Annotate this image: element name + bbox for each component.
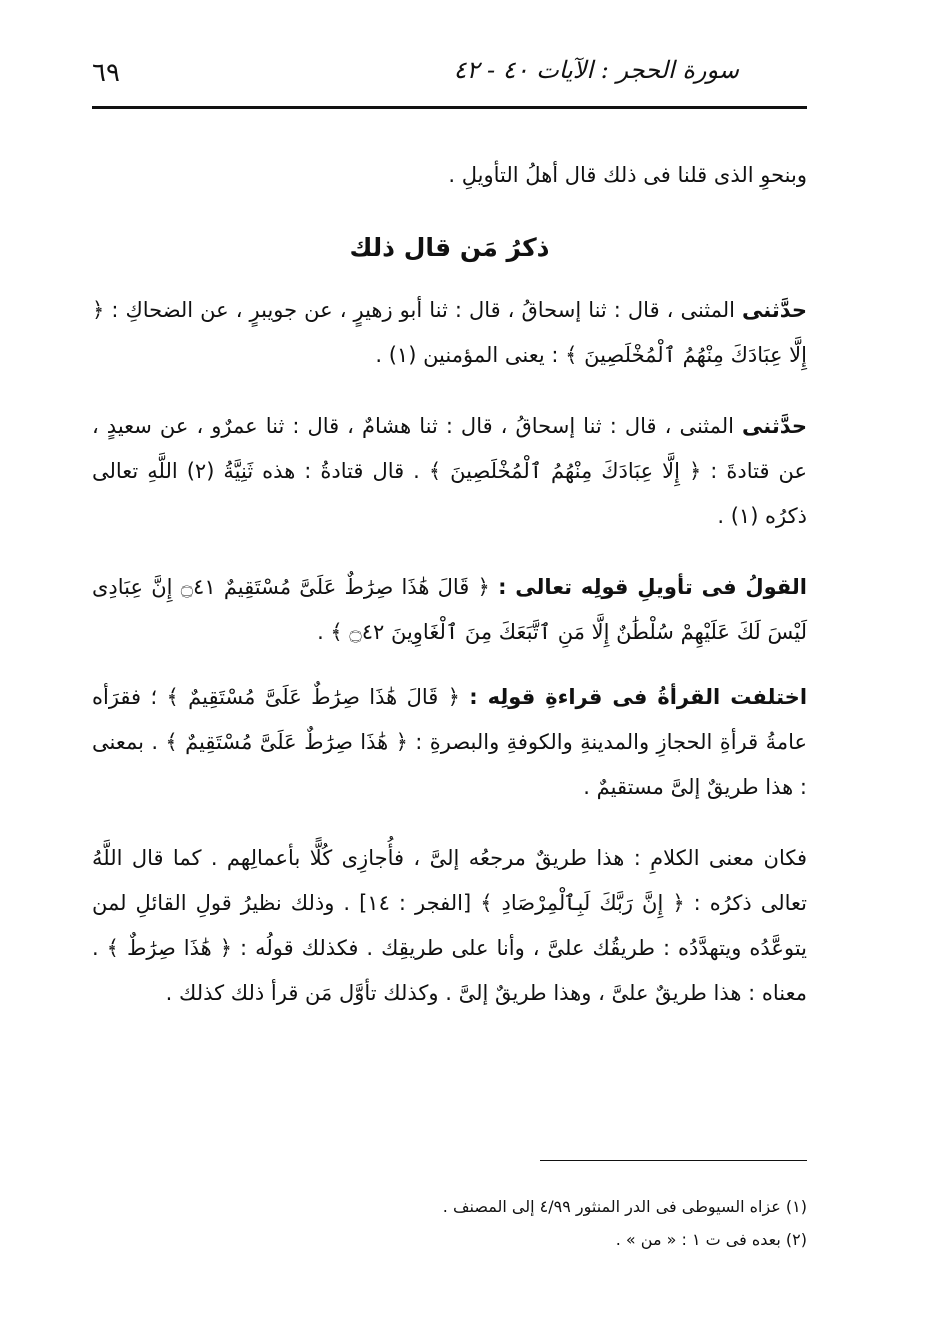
verse-commentary-heading xyxy=(92,565,807,655)
narration-paragraph-1 xyxy=(92,288,807,378)
verse-text: ﴿ قَالَ هَٰذَا صِرَٰطٌ عَلَىَّ مُسْتَقِيمٌ ۝٤١ إِنَّ عِبَادِى لَيْسَ لَكَ عَلَيْهِمْ سُلْطَٰنٌ إِلَّا مَنِ ٱتَّبَعَكَ مِنَ ٱلْغَاوِينَ ۝٤٢ ﴾ . xyxy=(92,575,807,644)
section-heading: ذكرُ مَن قال ذلك xyxy=(349,233,550,262)
meaning-paragraph: فكان معنى الكلامِ : هذا طريقٌ مرجعُه إلىَّ ، فأُجازِى كُلًّا بأعمالِهم . كما قال اللَّهُ تعالى ذكرُه : ﴿ إِنَّ رَبَّكَ لَبِٱلْمِرْصَادِ ﴾ [الفجر : ١٤] . وذلك نظيرُ قولِ القائلِ لمن يتوعَّدُه ويتهدَّدُه : طريقُك علىَّ ، وأنا على طريقِك . فكذلك قولُه : ﴿ هَٰذَا صِرَٰطٌ ﴾ . معناه : هذا طريقٌ علىَّ ، وهذا طريقٌ إلىَّ . وكذلك تأوَّل مَن قرأ ذلك كذلك . xyxy=(92,846,807,1005)
narration-text: المثنى ، قال : ثنا إسحاقُ ، قال : ثنا هشامٌ ، قال : ثنا عمرٌو ، عن سعيدٍ ، عن قتادةَ : ﴿ إِلَّا عِبَادَكَ مِنْهُمُ ٱلْمُخْلَصِينَ ﴾ . قال قتادةُ : هذه ثَنِيَّةُ (٢) اللَّهِ تعالى ذكرُه (١) . xyxy=(92,414,808,528)
narration-text: المثنى ، قال : ثنا إسحاقُ ، قال : ثنا أبو زهيرٍ ، عن جويبرٍ ، عن الضحاكِ : ﴿ إِلَّا عِبَادَكَ مِنْهُمُ ٱلْمُخْلَصِينَ ﴾ : يعنى المؤمنين (١) . xyxy=(92,298,807,367)
running-header: سورة الحجر : الآيات ٤٠ - ٤٢ xyxy=(453,56,739,84)
footnote-rule xyxy=(540,1160,807,1161)
narration-paragraph-2 xyxy=(92,404,807,539)
main-text xyxy=(92,125,807,1016)
page-number: ٦٩ xyxy=(92,58,120,88)
readings-lead: اختلفت القرأةُ فى قراءةِ قولِه : xyxy=(469,685,808,709)
readings-paragraph xyxy=(92,675,807,810)
footnote-2: (٢) بعده فى ت ١ : « من » . xyxy=(615,1230,807,1249)
commentary-lead: القولُ فى تأويلِ قولِه تعالى : xyxy=(498,575,807,599)
intro-paragraph: وبنحوِ الذى قلنا فى ذلك قال أهلُ التأويلِ . xyxy=(448,163,807,187)
readings-text: ﴿ قَالَ هَٰذَا صِرَٰطٌ عَلَىَّ مُسْتَقِيمٌ ﴾ ؛ فقرَأه عامةُ قرأةِ الحجازِ والمدينةِ والكوفةِ والبصرةِ : ﴿ هَٰذَا صِرَٰطٌ عَلَىَّ مُسْتَقِيمٌ ﴾ . بمعنى : هذا طريقٌ إلىَّ مستقيمٌ . xyxy=(92,685,807,799)
footnote-1: (١) عزاه السيوطى فى الدر المنثور ٤/٩٩ إلى المصنف . xyxy=(442,1197,807,1216)
header-rule xyxy=(92,106,807,109)
narration-lead: حدَّثنى xyxy=(742,414,807,438)
footnotes xyxy=(92,1190,807,1256)
narration-lead: حدَّثنى xyxy=(742,298,807,322)
